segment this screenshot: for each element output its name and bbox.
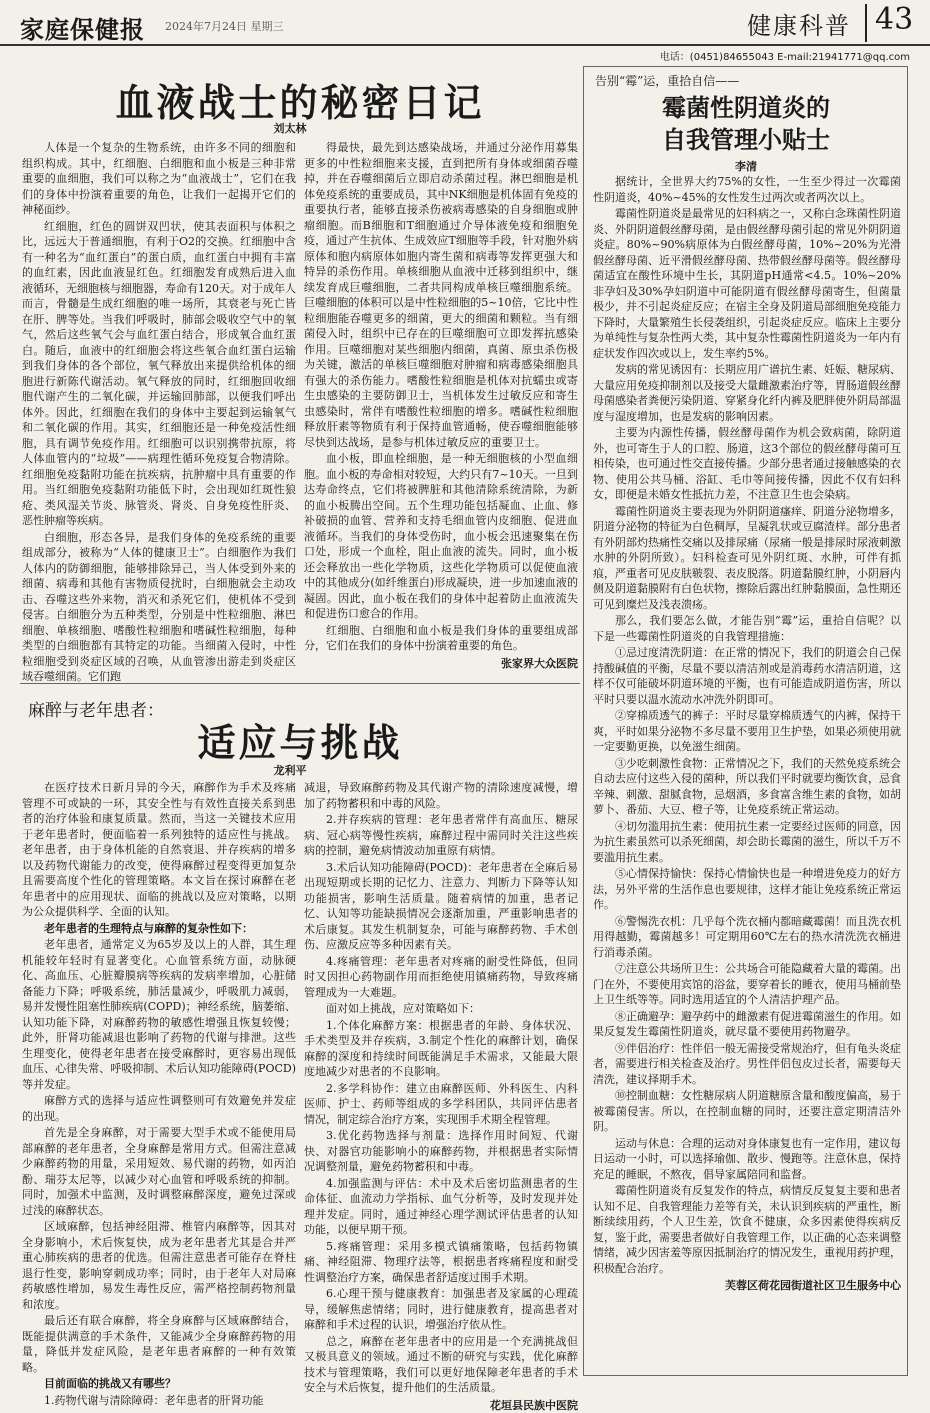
paragraph: 红细胞，红色的圆饼双凹状，使其表面积与体积之比，远远大于普通细胞，有利于O2的交换。红细胞中含有一种名为“血红蛋白”的蛋白质，血红蛋白中拥有丰富的血红素，因此血液显红色。红细胞发育成熟后进入血液循环，无细胞核与细胞器，寿命有120天。对于成年人而言，骨髓是生成红细胞的唯一场所，其衰老与死亡皆在肝、脾等处。当我们呼吸时，肺部会吸收空气中的氧气，然后这些氧气会与血红蛋白结合，形成氧合血红蛋白。随后，血液中的红细胞会将这些氧合血红蛋白运输到我们身体的各个部位，氧气释放出来提供给机体的细胞进行新陈代谢活动。氧气释放的同时，红细胞回收细胞代谢产生的二氧化碳，并运输回肺部，以便我们呼出体外。因此，红细胞在我们的身体中主要起到运输氧气和二氧化碳的作用。其实，红细胞还是一种免疫活性细胞，具有调节免疫作用。红细胞可以识别携带抗原，将人体血管内的“垃圾”——病理性循环免疫复合物清除。红细胞免疫黏附功能在抗疾病，抗肿瘤中具有重要的作用。当红细胞免疫黏附功能低下时，会出现如红斑性狼疮、类风湿关节炎、脉管炎、肾炎、自身免疫性肝炎、恶性肿瘤等疾病。 <box>22 219 296 529</box>
paragraph: ④切勿滥用抗生素：使用抗生素一定要经过医师的同意，因为抗生素虽然可以杀死细菌，却会助长霉菌的滋生，所以千万不要滥用抗生素。 <box>593 819 901 866</box>
paragraph: ⑨伴侣治疗：性伴侣一般无需接受常规治疗，但有龟头炎症者，需要进行相关检查及治疗。男性伴侣包皮过长者，需要每天清洗，建议择期手术。 <box>593 1041 901 1088</box>
paragraph: 6.心理干预与健康教育：加强患者及家属的心理疏导，缓解焦虑情绪；同时，进行健康教育，提高患者对麻醉和手术过程的认识，增强治疗依从性。 <box>304 1286 578 1333</box>
paragraph: 麻醉方式的选择与适应性调整则可有效避免并发症的出现。 <box>22 1093 296 1124</box>
page-number: 43 <box>875 2 913 37</box>
paragraph: 面对如上挑战，应对策略如下： <box>304 1001 578 1017</box>
article2-column-left <box>22 780 296 1380</box>
paragraph: 减退，导致麻醉药物及其代谢产物的清除速度减慢，增加了药物蓄积和中毒的风险。 <box>304 780 578 811</box>
paragraph: ⑦注意公共场所卫生：公共场合可能隐藏着大量的霉菌。出门在外，不要使用宾馆的浴盆，要穿着长的睡衣，使用马桶前垫上卫生纸等等。同时选用适宜的个人清洁护理产品。 <box>593 961 901 1008</box>
article3-tag: 告别“霉”运，重拾自信—— <box>595 72 739 89</box>
paragraph: 5.疼痛管理：采用多模式镇痛策略，包括药物镇痛、神经阻滞、物理疗法等，根据患者疼痛程度和耐受性调整治疗方案，确保患者舒适度过围手术期。 <box>304 1239 578 1286</box>
article1-title: 血液战士的秘密日记 <box>60 72 540 127</box>
article2-title: 适应与挑战 <box>180 712 420 767</box>
paragraph: 首先是全身麻醉，对于需要大型手术或不能使用局部麻醉的老年患者，全身麻醉是常用方式。但需注意减少麻醉药物的用量，采用短效、易代谢的药物，如丙泊酚、瑞芬太尼等，以减少对心血管和呼吸系统的抑制。同时，加强术中监测，及时调整麻醉深度，避免过深或过浅的麻醉状态。 <box>22 1125 296 1218</box>
source-hospital: 张家界大众医院 <box>304 656 578 672</box>
paragraph: ⑧正确避孕：避孕药中的雌激素有促进霉菌滋生的作用。如果反复发生霉菌性阴道炎，就尽量不要使用药物避孕。 <box>593 1009 901 1040</box>
article2-author: 龙利平 <box>0 762 580 778</box>
paragraph: 区域麻醉，包括神经阻滞、椎管内麻醉等，因其对全身影响小，术后恢复快，成为老年患者尤其是合并严重心肺疾病的患者的优选。但需注意患者可能存在脊柱退行性变，影响穿刺成功率；同时，由于老年人对局麻药敏感性增加，易发生毒性反应，需严格控制药物剂量和浓度。 <box>22 1219 296 1312</box>
header-divider <box>865 4 867 42</box>
source-hospital: 芙蓉区荷花园街道社区卫生服务中心 <box>593 1278 901 1294</box>
paragraph: ⑤心情保持愉快：保持心情愉快也是一种增进免疫力的好方法，另外平常的生活作息也要规律，这样才能让免疫系统正常运作。 <box>593 866 901 913</box>
article-separator <box>20 683 580 684</box>
paragraph: 1.药物代谢与清除障碍：老年患者的肝肾功能 <box>22 1393 296 1409</box>
article3-title <box>590 92 902 156</box>
paragraph: 白细胞，形态各异，是我们身体的免疫系统的重要组成部分，被称为“人体的健康卫士”。白细胞作为我们人体内的防御细胞，能够排除异己，当人体受到外来的细菌、病毒和其他有害物质侵扰时，白细胞就会主动攻击、吞噬这些外来物，消灭和杀死它们，使机体不受到侵害。白细胞分为五种类型，分别是中性粒细胞、淋巴细胞、单核细胞、嗜酸性粒细胞和嗜碱性粒细胞，每种类型的白细胞都有其特定的功能。当细菌入侵时，中性粒细胞受到炎症区域的召唤，从血管渗出游走到炎症区域吞噬细菌。它们跑 <box>22 530 296 685</box>
paragraph: 老年患者，通常定义为65岁及以上的人群，其生理机能较年轻时有显著变化。心血管系统方面，动脉硬化、高血压、心脏瓣膜病等疾病的发病率增加，心脏储备能力下降；呼吸系统，肺活量减少，呼吸肌力减弱，易并发慢性阻塞性肺疾病(COPD)；神经系统，脑萎缩、认知功能下降，对麻醉药物的敏感性增强且恢复较慢；此外，肝肾功能减退也影响了药物的代谢与排泄。这些生理变化，使得老年患者在接受麻醉时，更容易出现低血压、心律失常、呼吸抑制、术后认知功能障碍(POCD)等并发症。 <box>22 937 296 1092</box>
article1-author: 刘太林 <box>0 120 580 136</box>
paragraph: 最后还有联合麻醉，将全身麻醉与区域麻醉结合，既能提供满意的手术条件，又能减少全身麻醉药物的用量，降低并发症风险，是老年患者麻醉的一种有效策略。 <box>22 1313 296 1375</box>
paragraph: 霉菌性阴道炎有反复发作的特点，病情反反复复主要和患者认知不足、自我管理能力差等有关，未认识到疾病的严重性，断断续续用药，个人卫生差，饮食不健康，众多因素使得疾病反复，鉴于此，需要患者做好自我管理工作，以正确的心态来调整情绪，减少因害羞等原因抵制治疗的情况发生，重视用药护理，积极配合治疗。 <box>593 1183 901 1276</box>
paragraph: 3.优化药物选择与剂量：选择作用时间短、代谢快、对器官功能影响小的麻醉药物，并根据患者实际情况调整剂量，避免药物蓄积和中毒。 <box>304 1128 578 1175</box>
paper-name: 家庭保健报 <box>20 10 145 45</box>
article1-column-left <box>22 140 296 680</box>
article3-title-line1: 霉菌性阴道炎的 <box>590 92 902 124</box>
paragraph: 得最快，最先到达感染战场，并通过分泌作用募集更多的中性粒细胞来支援，直到把所有身体或细菌吞噬掉，并在吞噬细菌后立即启动杀菌过程。淋巴细胞是机体免疫系统的重要成员，其中NK细胞是机体固有免疫的重要执行者，能够直接杀伤被病毒感染的自身细胞或肿瘤细胞。而B细胞和T细胞通过介导体液免疫和细胞免疫，通过产生抗体、生成效应T细胞等手段，针对胞外病原体和胞内病原体如胞内寄生菌和病毒等发挥更强大和特异的杀伤作用。单核细胞从血液中迁移到组织中，继续发育成巨噬细胞，二者共同构成单核巨噬细胞系统。巨噬细胞的体积可以是中性粒细胞的5~10倍，它比中性粒细胞能吞噬更多的细菌，更大的细菌和颗粒。当有细菌侵入时，组织中已存在的巨噬细胞可立即发挥抗感染作用。巨噬细胞对某些细胞内细菌，真菌、原虫杀伤极为关键，激活的单核巨噬细胞对肿瘤和病毒感染细胞具有强大的杀伤能力。嗜酸性粒细胞是机体对抗蠕虫或寄生虫感染的主要防御卫士，当机体发生过敏反应和寄生虫感染时，常伴有嗜酸性粒细胞的增多。嗜碱性粒细胞释放肝素等物质有利于保持血管通畅，使吞噬细胞能够尽快到达战场，是参与机体过敏反应的重要卫士。 <box>304 140 578 450</box>
article3-title-line2: 自我管理小贴士 <box>590 124 902 156</box>
paragraph: 在医疗技术日新月异的今天，麻醉作为手术及疼痛管理不可或缺的一环，其安全性与有效性直接关系到患者的治疗体验和康复质量。然而，当这一关键技术应用于老年患者时，便面临着一系列独特的适应性与挑战。老年患者，由于身体机能的自然衰退、并存疾病的增多以及药物代谢能力的改变，使得麻醉过程变得更加复杂且需要高度个性化的管理策略。本文旨在探讨麻醉在老年患者中的应用现状、面临的挑战以及应对策略，以期为公众提供科学、全面的认知。 <box>22 780 296 920</box>
paragraph: 霉菌性阴道炎主要表现为外阴阴道瘙痒、阴道分泌物增多，阴道分泌物的特征为白色稠厚，呈凝乳状或豆腐渣样。部分患者有外阴部灼热痛性交痛以及排尿痛（尿痛一般是排尿时尿液刺激水肿的外阴所致）。妇科检查可见外阴红斑、水肿，可伴有抓痕，严重者可见皮肤皲裂、表皮脱落。阴道黏膜红肿，小阴唇内侧及阴道黏膜附有白色状物，擦除后露出红肿黏膜面，急性期还可见到糜烂及浅表溃疡。 <box>593 504 901 613</box>
article3-author: 李清 <box>590 158 902 174</box>
paragraph: ③少吃刺激性食物：正常情况之下，我们的天然免疫系统会自动去应付这些入侵的菌种，所以我们平时就要均衡饮食，忌食辛辣、刺激、甜腻食物，忌烟酒，多食富含维生素的食物，如胡萝卜、番茄、大豆、橙子等，让免疫系统正常运动。 <box>593 756 901 818</box>
paragraph: 人体是一个复杂的生物系统，由许多不同的细胞和组织构成。其中，红细胞、白细胞和血小板是三种非常重要的血细胞，我们可以称之为“血液战士”，它们在我们的身体中扮演着重要的角色，让我们一起揭开它们的神秘面纱。 <box>22 140 296 218</box>
paragraph: 目前面临的挑战又有哪些？ <box>22 1376 296 1392</box>
paragraph: 1.个体化麻醉方案：根据患者的年龄、身体状况、手术类型及并存疾病，3.制定个性化的麻醉计划，确保麻醉的深度和持续时间既能满足手术需求，又能最大限度地减少对患者的不良影响。 <box>304 1018 578 1080</box>
paragraph: 红细胞、白细胞和血小板是我们身体的重要组成部分，它们在我们的身体中扮演着重要的角色。 <box>304 623 578 654</box>
paragraph: ②穿棉质透气的裤子：平时尽量穿棉质透气的内裤，保持干爽，平时如果分泌物不多尽量不要用卫生护垫，如果必须使用就一定要勤更换，以免滋生细菌。 <box>593 708 901 755</box>
source-hospital: 花垣县民族中医院 <box>304 1398 578 1413</box>
paragraph: 2.并存疾病的管理：老年患者常伴有高血压、糖尿病、冠心病等慢性疾病，麻醉过程中需同时关注这些疾病的控制，避免病情波动加重原有病情。 <box>304 812 578 859</box>
paragraph: 2.多学科协作：建立由麻醉医师、外科医生、内科医师、护士、药师等组成的多学科团队，共同评估患者情况，制定综合治疗方案，实现围手术期全程管理。 <box>304 1081 578 1128</box>
paragraph: 4.加强监测与评估：术中及术后密切监测患者的生命体征、血流动力学指标、血气分析等，及时发现并处理并发症。同时，通过神经心理学测试评估患者的认知功能，以便早期干预。 <box>304 1176 578 1238</box>
paragraph: ⑥警惕洗衣机：几乎每个洗衣桶内都暗藏霉菌！而且洗衣机用得越勤，霉菌越多！可定期用60℃左右的热水清洗洗衣桶进行消毒杀菌。 <box>593 914 901 961</box>
paragraph: 4.疼痛管理：老年患者对疼痛的耐受性降低，但同时又因担心药物副作用而拒绝使用镇痛药物，导致疼痛管理成为一大难题。 <box>304 954 578 1001</box>
paragraph: 那么，我们要怎么做，才能告别“霉”运，重拾自信呢？以下是一些霉菌性阴道炎的自我管理措施： <box>593 613 901 644</box>
paragraph: ⑩控制血糖：女性糖尿病人阴道糖原含量和酸度偏高，易于被霉菌侵害。所以，在控制血糖的同时，还要注意定期清洁外阴。 <box>593 1088 901 1135</box>
paragraph: 霉菌性阴道炎是最常见的妇科病之一，又称白念珠菌性阴道炎、外阴阴道假丝酵母菌，是由假丝酵母菌引起的常见外阴阴道炎症。80%~90%病原体为白假丝酵母菌，10%~20%为光滑假丝酵母菌、近平滑假丝酵母菌、热带假丝酵母菌等。假丝酵母菌适宜在酸性环境中生长，其阴道pH通常<4.5。10%~20%非孕妇及30%孕妇阴道中可能阴道有假丝酵母菌寄生，但菌量极少，并不引起炎症反应；在宿主全身及阴道局部细胞免疫能力下降时，大量繁殖生长侵袭组织，引起炎症反应。临床上主要分为单纯性与复杂性两大类，其中复杂性霉菌性阴道炎为一年内有症状发作四次或以上，发生率约5%。 <box>593 206 901 361</box>
contact-info: 电话：(0451)84655043 E-mail:21941771@qq.com <box>660 48 910 63</box>
page-header <box>0 0 930 46</box>
paragraph: 主要为内源性传播，假丝酵母菌作为机会致病菌，除阴道外，也可寄生于人的口腔、肠道，这3个部位的假丝酵母菌可互相传染，也可通过性交直接传播。少部分患者通过接触感染的衣物、使用公共马桶、浴缸、毛巾等间接传播，因此不仅有妇科女，即便是未婚女性抵抗力差，不注意卫生也会染病。 <box>593 425 901 503</box>
article2-column-right <box>304 780 578 1380</box>
section-title: 健康科普 <box>747 6 851 41</box>
paragraph: 运动与休息：合理的运动对身体康复也有一定作用，建议每日运动一小时，可以选择瑜伽、散步、慢跑等。注意休息，保持充足的睡眠，不熬夜，倡导家属陪同和监督。 <box>593 1136 901 1183</box>
paragraph: 血小板，即血栓细胞，是一种无细胞核的小型血细胞。血小板的寿命相对较短，大约只有7~10天。一旦到达寿命终点，它们将被脾脏和其他清除系统清除，为新的血小板腾出空间。五个生理功能包括凝血、止血、修补破损的血管、营养和支持毛细血管内皮细胞、促进血液循环。当我们的身体受伤时，血小板会迅速聚集在伤口处，形成一个血栓，阻止血液的流失。同时，血小板还会释放出一些化学物质，这些化学物质可以促使血液中的其他成分(如纤维蛋白)形成凝块，进一步加速血液的凝固。因此，血小板在我们的身体中起着防止血液流失和促进伤口愈合的作用。 <box>304 451 578 622</box>
issue-date: 2024年7月24日 星期三 <box>165 18 284 34</box>
article2-tag: 麻醉与老年患者： <box>28 696 164 721</box>
paragraph: 老年患者的生理特点与麻醉的复杂性如下： <box>22 921 296 937</box>
paragraph: 3.术后认知功能障碍(POCD)：老年患者在全麻后易出现短期或长期的记忆力、注意力、判断力下降等认知功能损害，影响生活质量。随着病情的加重，患者记忆、认知等功能缺损情况会逐渐加重，严重影响患者的术后康复。其发生机制复杂，可能与麻醉药物、手术创伤、应激反应等多种因素有关。 <box>304 860 578 953</box>
article3-body <box>593 174 901 1374</box>
article1-column-right <box>304 140 578 680</box>
paragraph: 总之，麻醉在老年患者中的应用是一个充满挑战但又极具意义的领域。通过不断的研究与实践，优化麻醉技术与管理策略，我们可以更好地保障老年患者的手术安全与术后恢复，提升他们的生活质量。 <box>304 1334 578 1396</box>
paragraph: 据统计，全世界大约75%的女性，一生至少得过一次霉菌性阴道炎，40%~45%的女性发生过两次或者两次以上。 <box>593 174 901 205</box>
paragraph: ①忌过度清洗阴道：在正常的情况下，我们的阴道会自己保持酸碱值的平衡，尽量不要以清洁剂或是消毒药水清洁阴道，这样不仅可能破坏阴道环境的平衡，也有可能造成阴道伤害，所以平时只要以温水流动水冲洗外阴即可。 <box>593 645 901 707</box>
paragraph: 发病的常见诱因有：长期应用广谱抗生素、妊娠、糖尿病、大量应用免疫抑制剂以及接受大量雌激素治疗等，胃肠道假丝酵母菌感染者粪便污染阴道、穿紧身化纤内裤及肥胖使外阴局部温度与湿度增加，也是发病的影响因素。 <box>593 362 901 424</box>
